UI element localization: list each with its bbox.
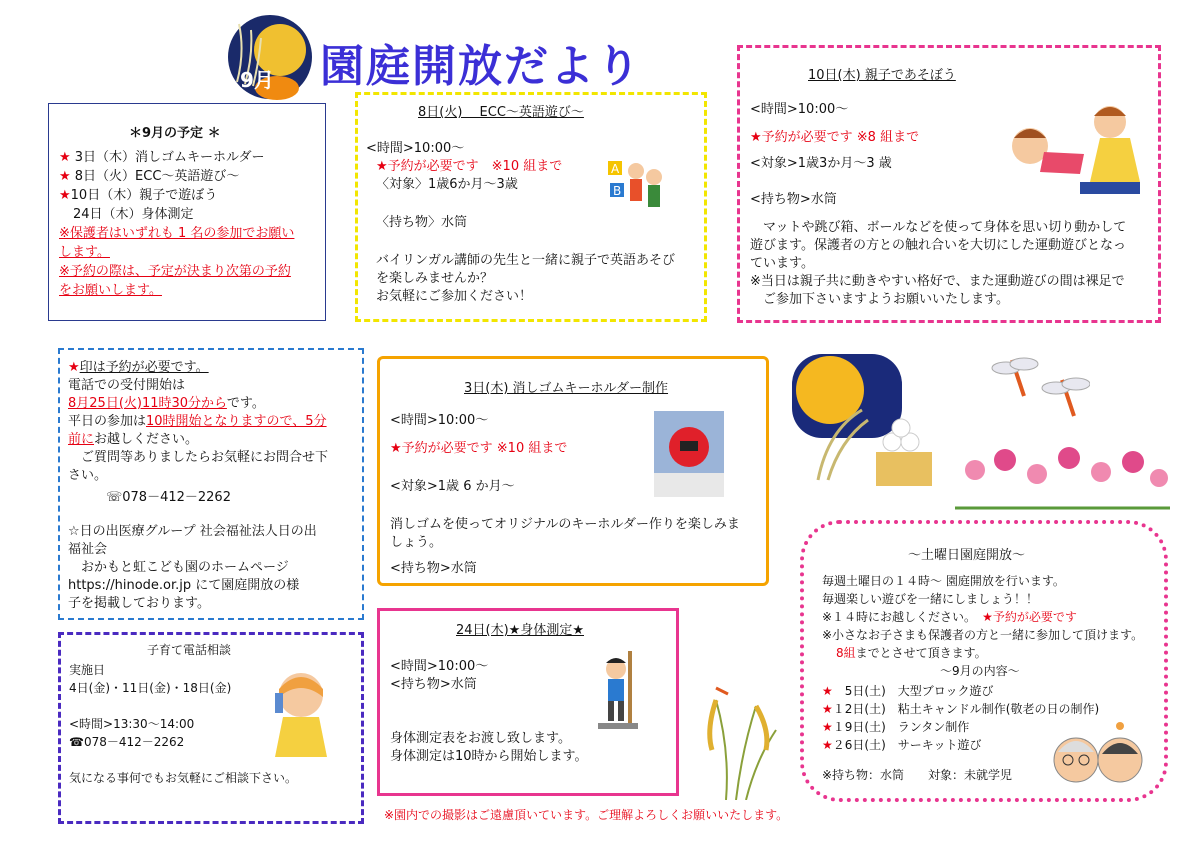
keshigomu-desc: しょう。	[390, 535, 443, 550]
month-badge: 9月	[240, 68, 274, 92]
parent-child-play-icon	[980, 102, 1150, 202]
sodan-line: 実施日	[69, 663, 106, 677]
schedule-note: ※予約の際は、予定が決まり次第の予約	[59, 264, 291, 279]
sokutei-desc: 身体測定は10時から開始します。	[390, 749, 588, 764]
keshigomu-box	[377, 356, 769, 586]
keshigomu-target: <対象>1歳 6 か月～	[390, 479, 515, 494]
saturday-subheading: ～9月の内容～	[940, 664, 1020, 678]
sodan-dates: 4日(金)・11日(金)・18日(金)	[69, 681, 232, 695]
oyako-target: <対象>1歳3か月～3 歳	[750, 156, 892, 171]
ecc-desc: を楽しみませんか？	[376, 271, 494, 286]
info-line: 電話での受付開始は	[68, 378, 186, 393]
dragonfly-icon	[990, 350, 1090, 420]
svg-text:A: A	[611, 162, 620, 176]
saturday-line: ※１４時にお越しください。 ★予約が必要です	[822, 610, 1077, 624]
sodan-heading: 子育て電話相談	[147, 643, 232, 657]
sodan-time: <時間>13:30～14:00	[69, 717, 195, 731]
saturday-heading: ～土曜日園庭開放～	[908, 548, 1026, 563]
info-line: 8月25日(火)11時30分からです。	[68, 396, 265, 411]
phone-girl-icon	[261, 665, 341, 757]
saturday-line: 毎週楽しい遊びを一緒にしましょう！！	[822, 592, 1039, 606]
page-title: 園庭開放だより	[320, 41, 642, 92]
info-line: 平日の参加は10時開始となりますので、5分	[68, 414, 327, 429]
cosmos-flowers-icon	[955, 440, 1170, 510]
schedule-extra: 24日（木）身体測定	[73, 207, 194, 222]
sokutei-heading: 24日(木)★身体測定★	[456, 623, 584, 638]
saturday-line: ※小さなお子さまも保護者の方と一緒に参加して頂けます。	[822, 628, 1144, 642]
oyako-reserve: ★予約が必要です ※8 組まで	[750, 130, 920, 145]
sodan-tel: ☎078－412－2262	[69, 735, 185, 749]
sokutei-box	[377, 608, 679, 796]
sodan-box	[58, 632, 364, 824]
info-line: おかもと虹こども園のホームページ	[68, 560, 289, 575]
ecc-bring: 〈持ち物〉水筒	[376, 215, 468, 230]
schedule-item: ★10日（木）親子で遊ぼう	[59, 188, 218, 203]
keshigomu-time: <時間>10:00～	[390, 413, 489, 428]
rice-plant-icon	[686, 680, 786, 800]
info-tel: ☏078－412－2262	[106, 490, 231, 505]
oyako-time: <時間>10:00～	[750, 102, 849, 117]
info-line: 子を掲載しております。	[68, 596, 210, 611]
elderly-couple-icon	[1050, 720, 1146, 790]
oyako-bring: <持ち物>水筒	[750, 192, 837, 207]
keshigomu-reserve: ★予約が必要です ※10 組まで	[390, 441, 568, 456]
saturday-item: ★２6日(土) サーキット遊び	[822, 738, 982, 752]
ecc-time: <時間>10:00～	[366, 141, 465, 156]
saturday-item: ★１9日(土) ランタン制作	[822, 720, 970, 734]
keshigomu-desc: 消しゴムを使ってオリジナルのキーホルダー作りを楽しみま	[390, 517, 740, 532]
oyako-desc: マットや跳び箱、ボールなどを使って身体を思い切り動かして	[750, 220, 1127, 235]
ecc-desc: バイリンガル講師の先生と一緒に親子で英語あそび	[376, 253, 676, 268]
oyako-desc: ご参加下さいますようお願いいたします。	[750, 292, 1009, 307]
saturday-box	[800, 520, 1168, 802]
schedule-note: します。	[59, 245, 110, 260]
sokutei-time: <時間>10:00～	[390, 659, 489, 674]
saturday-item: ★１2日(土) 粘土キャンドル制作(敬老の日の制作)	[822, 702, 1100, 716]
schedule-item: ★ 3日（木）消しゴムキーホルダー	[59, 150, 265, 165]
ecc-box	[355, 92, 707, 322]
schedule-heading: ＊9月の予定 ＊	[129, 126, 221, 141]
saturday-line: 毎週土曜日の１４時～ 園庭開放を行います。	[822, 574, 1065, 588]
info-line: 前にお越しください。	[68, 432, 199, 447]
svg-text:B: B	[613, 184, 622, 198]
schedule-note: をお願いします。	[59, 283, 162, 298]
oyako-desc: ※当日は親子共に動きやすい格好で、また運動遊びの間は裸足で	[750, 274, 1125, 289]
keshigomu-heading: 3日(木) 消しゴムキーホルダー制作	[464, 381, 669, 396]
sokutei-desc: 身体測定表をお渡し致します。	[390, 731, 571, 746]
info-box	[58, 348, 364, 620]
info-line: 福祉会	[68, 542, 108, 557]
eraser-keychain-icon	[654, 411, 724, 497]
info-line: ☆日の出医療グループ 社会福祉法人日の出	[68, 524, 317, 539]
oyako-desc: 遊びます。保護者の方との触れ合いを大切にした運動遊びとなっ	[750, 238, 1126, 253]
schedule-box	[48, 103, 326, 321]
schedule-note: ※保護者はいずれも 1 名の参加でお願い	[59, 226, 295, 241]
saturday-item: ★ 5日(土) 大型ブロック遊び	[822, 684, 994, 698]
oyako-desc: ています。	[750, 256, 814, 271]
info-line: さい。	[68, 468, 108, 483]
schedule-item: ★ 8日（火）ECC～英語遊び～	[59, 169, 240, 184]
oyako-box	[737, 45, 1161, 323]
sodan-line: 気になる事何でもお気軽にご相談下さい。	[69, 771, 298, 785]
height-measure-icon	[598, 651, 638, 729]
info-line: ★印は予約が必要です。	[68, 360, 209, 375]
sokutei-bring: <持ち物>水筒	[390, 677, 477, 692]
saturday-line: 8組までとさせて頂きます。	[836, 646, 987, 660]
info-line: ご質問等ありましたらお気軽にお問合せ下	[68, 450, 329, 465]
footer-note: ※園内での撮影はご遠慮頂いています。ご理解よろしくお願いいたします。	[384, 808, 789, 822]
ecc-heading: 8日(火) ECC～英語遊び～	[418, 105, 584, 120]
ecc-reserve: ★予約が必要です ※10 組まで	[376, 159, 563, 174]
info-url: https://hinode.or.jp にて園庭開放の様	[68, 578, 300, 593]
keshigomu-bring: <持ち物>水筒	[390, 561, 477, 576]
ecc-target: 〈対象〉1歳6か月～3歳	[376, 177, 518, 192]
tsukimi-moon-icon	[788, 350, 938, 490]
oyako-heading: 10日(木) 親子であそぼう	[808, 68, 956, 83]
ecc-desc: お気軽にご参加ください！	[376, 289, 533, 304]
abc-children-icon	[604, 155, 668, 221]
saturday-footer: ※持ち物：水筒 対象：未就学児	[822, 768, 1013, 782]
